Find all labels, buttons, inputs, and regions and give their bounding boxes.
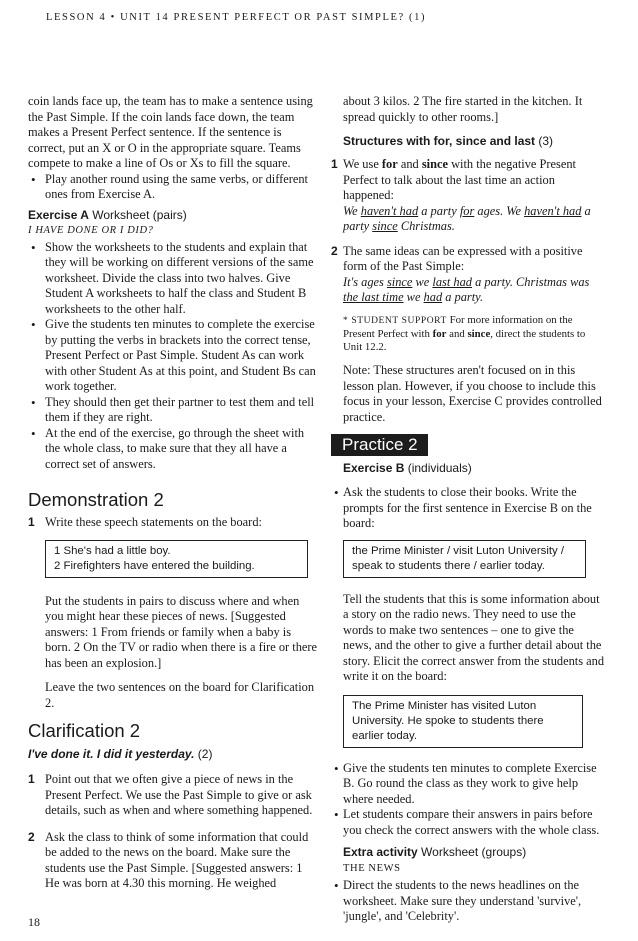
board-line: 2 Firefighters have entered the building.: [54, 559, 255, 572]
example-sentence: We haven't had a party for ages. We haven't had a party since Christmas.: [343, 203, 591, 233]
numbered-item: 1 Write these speech statements on the board:: [28, 515, 262, 529]
bullet-item: • Play another round using the same verbs, or different ones from Exercise A.: [28, 172, 318, 203]
extra-activity-heading: Extra activity Worksheet (groups): [343, 845, 527, 860]
exercise-b-heading: Exercise B (individuals): [343, 461, 472, 476]
extra-activity-subheading: THE NEWS: [343, 863, 401, 875]
exercise-a-subheading: I HAVE DONE OR I DID?: [28, 224, 154, 236]
bullet-item: • Give the students ten minutes to complete the exercise by putting the verbs in brackets into the correct tense, Present Perfect or Past Simple. Student As can work with other Student As at this point, and Student Bs can work together.: [28, 317, 318, 395]
numbered-item: 2 The same ideas can be expressed with a positive form of the Past Simple: It's ages since we last had a party. Christmas was the last time we had a party.: [331, 243, 590, 304]
paragraph: Leave the two sentences on the board for Clarification 2.: [45, 680, 315, 710]
page-number: 18: [28, 915, 40, 929]
bullet-item: • Let students compare their answers in pairs before you check the correct answers with the whole class.: [331, 807, 605, 838]
board-box: [45, 540, 308, 578]
continued-paragraph: about 3 kilos. 2 The fire started in the kitchen. It spread quickly to other rooms.]: [343, 94, 583, 124]
numbered-item: 1 We use for and since with the negative Present Perfect to talk about the last time an action happened: We haven't had a party for ages. We haven't had a party since Christmas.: [331, 157, 591, 233]
board-box: the Prime Minister / visit Luton University / speak to students there / earlier today.: [343, 540, 586, 578]
demonstration-heading: Demonstration 2: [28, 489, 164, 510]
example-sentence: It's ages since we last had a party. Christmas was the last time we had a party.: [343, 274, 590, 304]
clarification-heading: Clarification 2: [28, 720, 141, 741]
bullet-item: • Give the students ten minutes to complete Exercise B. Go round the class as they work to give help where needed.: [331, 761, 605, 808]
bullet-item: • They should then get their partner to test them and tell them if they are right.: [28, 395, 318, 426]
exercise-a-heading: Exercise A Worksheet (pairs): [28, 207, 187, 222]
bullet-item: • Direct the students to the news headlines on the worksheet. Make sure they understand 'survive', 'jungle', and 'Celebrity'.: [331, 878, 605, 925]
bullet-item: • Show the worksheets to the students and explain that they will be working on different versions of the same worksheet. Divide the class into two halves. Give Student A worksheets to half the class and Student B worksheets to the other half.: [28, 240, 318, 318]
student-support-note: * STUDENT SUPPORT For more information on the Present Perfect with for and since, direct the students to Unit 12.2.: [343, 313, 586, 353]
paragraph: Tell the students that this is some information about a story on the radio news. They need to use the words to make two sentences – one to give the news, and the other to give a further detail about the story. Elicit the correct answer from the students and write it on the board:: [343, 591, 605, 684]
structures-heading: Structures with for, since and last (3): [343, 134, 554, 148]
board-line: 1 She's had a little boy.: [54, 544, 171, 557]
paragraph: Put the students in pairs to discuss where and when you might hear these pieces of news. [Suggested answers: 1 From friends or family when a baby is born. 2 On the TV or radio when there is a fire or there has been an explosion.]: [45, 593, 318, 670]
bullet-item: • Ask the students to close their books. Write the prompts for the first sentence in Exercise B on the board:: [331, 485, 605, 532]
numbered-item: 2 Ask the class to think of some information that could be added to the news on the board. Make sure the students use the Past Simple. [Suggested answers: 1 He was born at 4.30 this morning. He weighed: [28, 829, 309, 890]
practice-heading: Practice 2: [331, 434, 428, 456]
running-header: LESSON 4 • UNIT 14 PRESENT PERFECT OR PAST SIMPLE? (1): [46, 12, 427, 23]
left-column: [28, 94, 318, 892]
board-box: The Prime Minister has visited Luton University. He spoke to students there earlier today.: [343, 695, 583, 748]
numbered-item: 1 Point out that we often give a piece of news in the Present Perfect. We use the Past Simple to give or ask details, such as when and where something happened.: [28, 772, 313, 817]
note-paragraph: Note: These structures aren't focused on in this lesson plan. However, if you choose to include this focus in your lesson, Exercise C provides controlled practice.: [343, 363, 602, 424]
intro-paragraph: coin lands face up, the team has to make a sentence using the Past Simple. If the coin lands face down, the team makes a Present Perfect sentence. If the sentence is correct, put an X or O in the appropriate square. Teams compete to make a line of Os or Xs to fill the square.: [28, 94, 313, 170]
right-column: [331, 94, 605, 925]
clarification-subheading: I've done it. I did it yesterday. (2): [28, 747, 213, 761]
bullet-item: • At the end of the exercise, go through the sheet with the whole class, to make sure that they all have a correct set of answers.: [28, 426, 318, 473]
